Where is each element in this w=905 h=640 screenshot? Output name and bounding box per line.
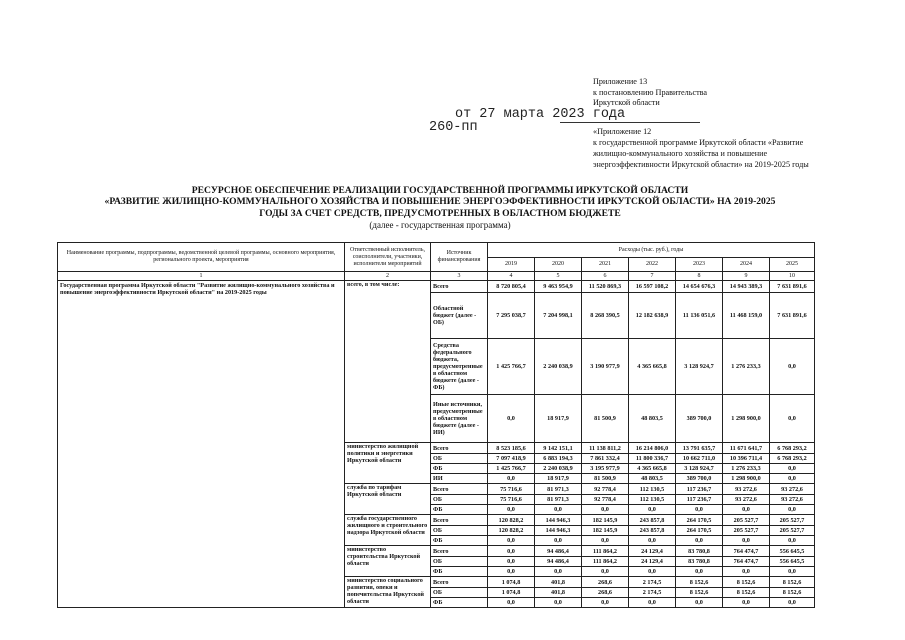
header-executor: Ответственный исполнитель, соисполнители, участники, исполнители мероприятий: [345, 243, 431, 272]
value-cell: 2 240 038,9: [535, 339, 582, 395]
annex2-line: к государственной программе Иркутской области «Развитие: [593, 138, 804, 147]
source-cell: ОБ: [431, 588, 488, 598]
table-row: [58, 281, 815, 293]
value-cell: 0,0: [488, 505, 535, 515]
value-cell: 16 597 108,2: [629, 281, 676, 293]
value-cell: 18 917,9: [535, 395, 582, 443]
value-cell: 0,0: [629, 598, 676, 608]
value-cell: 764 474,7: [723, 557, 770, 567]
value-cell: 1 074,8: [488, 588, 535, 598]
value-cell: 24 129,4: [629, 546, 676, 557]
value-cell: 120 828,2: [488, 526, 535, 536]
value-cell: 264 170,5: [676, 515, 723, 526]
stamp-number: 260-пп: [429, 120, 478, 135]
source-cell: ФБ: [431, 505, 488, 515]
header-name: Наименование программы, подпрограммы, ведомственной целевой программы, основного мероприятия, регионального проекта, мероприятия: [58, 243, 345, 272]
value-cell: 7 295 038,7: [488, 293, 535, 339]
value-cell: 6 768 293,2: [770, 454, 815, 464]
value-cell: 0,0: [770, 567, 815, 577]
value-cell: 556 645,5: [770, 557, 815, 567]
value-cell: 93 272,6: [723, 495, 770, 505]
annex-header: [593, 77, 707, 109]
value-cell: 0,0: [770, 464, 815, 474]
value-cell: 75 716,6: [488, 495, 535, 505]
value-cell: 7 204 998,1: [535, 293, 582, 339]
value-cell: 1 298 900,0: [723, 474, 770, 484]
value-cell: 12 182 638,9: [629, 293, 676, 339]
value-cell: 112 130,5: [629, 495, 676, 505]
value-cell: 0,0: [770, 536, 815, 546]
value-cell: 205 527,7: [723, 526, 770, 536]
value-cell: 4 365 665,8: [629, 464, 676, 474]
value-cell: 0,0: [535, 505, 582, 515]
source-cell: ОБ: [431, 526, 488, 536]
value-cell: 0,0: [676, 536, 723, 546]
executor-cell: министерство жилищной политики и энергетики Иркутской области: [345, 443, 431, 484]
value-cell: 0,0: [488, 567, 535, 577]
value-cell: 117 236,7: [676, 495, 723, 505]
source-cell: Всего: [431, 443, 488, 454]
executor-cell: министерство строительства Иркутской области: [345, 546, 431, 577]
value-cell: 14 654 676,3: [676, 281, 723, 293]
value-cell: 7 861 332,4: [582, 454, 629, 464]
value-cell: 94 486,4: [535, 557, 582, 567]
value-cell: 120 828,2: [488, 515, 535, 526]
value-cell: 1 425 766,7: [488, 339, 535, 395]
source-cell: Всего: [431, 484, 488, 495]
value-cell: 0,0: [676, 598, 723, 608]
value-cell: 0,0: [629, 505, 676, 515]
value-cell: 8 152,6: [723, 577, 770, 588]
value-cell: 10 396 711,4: [723, 454, 770, 464]
value-cell: 16 214 806,0: [629, 443, 676, 454]
value-cell: 205 527,7: [723, 515, 770, 526]
value-cell: 93 272,6: [770, 484, 815, 495]
source-cell: ОБ: [431, 557, 488, 567]
column-index-row: [58, 272, 815, 281]
source-cell: ФБ: [431, 536, 488, 546]
value-cell: 0,0: [629, 567, 676, 577]
value-cell: 117 236,7: [676, 484, 723, 495]
value-cell: 0,0: [723, 536, 770, 546]
stamp-underline: [560, 122, 700, 123]
value-cell: 1 276 233,3: [723, 339, 770, 395]
value-cell: 401,8: [535, 588, 582, 598]
value-cell: 24 129,4: [629, 557, 676, 567]
value-cell: 75 716,6: [488, 484, 535, 495]
value-cell: 7 631 891,6: [770, 281, 815, 293]
value-cell: 0,0: [582, 567, 629, 577]
value-cell: 92 778,4: [582, 484, 629, 495]
source-cell: Всего: [431, 515, 488, 526]
executor-cell: служба по тарифам Иркутской области: [345, 484, 431, 515]
value-cell: 0,0: [488, 536, 535, 546]
value-cell: 93 272,6: [770, 495, 815, 505]
value-cell: 0,0: [582, 598, 629, 608]
value-cell: 0,0: [488, 546, 535, 557]
value-cell: 1 074,8: [488, 577, 535, 588]
value-cell: 0,0: [770, 505, 815, 515]
value-cell: 8 152,6: [676, 588, 723, 598]
header-source: Источник финансирования: [431, 243, 488, 272]
value-cell: 8 720 805,4: [488, 281, 535, 293]
value-cell: 7 631 891,6: [770, 293, 815, 339]
annex2-line: жилищно-коммунального хозяйства и повышение: [593, 149, 768, 158]
value-cell: 11 136 051,6: [676, 293, 723, 339]
value-cell: 18 917,9: [535, 474, 582, 484]
value-cell: 1 298 900,0: [723, 395, 770, 443]
value-cell: 1 425 766,7: [488, 464, 535, 474]
value-cell: 3 128 924,7: [676, 464, 723, 474]
value-cell: 92 778,4: [582, 495, 629, 505]
value-cell: 1 276 233,3: [723, 464, 770, 474]
value-cell: 94 486,4: [535, 546, 582, 557]
value-cell: 0,0: [535, 536, 582, 546]
value-cell: 8 152,6: [770, 577, 815, 588]
value-cell: 389 700,0: [676, 395, 723, 443]
value-cell: 81 500,9: [582, 474, 629, 484]
value-cell: 764 474,7: [723, 546, 770, 557]
value-cell: 144 946,3: [535, 515, 582, 526]
source-cell: Иные источники, предусмотренные в областном бюджете (далее - ИИ): [431, 395, 488, 443]
annex-line: Иркутской области: [593, 98, 660, 107]
column-index: 8: [676, 272, 723, 281]
column-index: 6: [582, 272, 629, 281]
source-cell: ИИ: [431, 474, 488, 484]
stamp-date: от 27 марта 2023 года: [455, 107, 626, 122]
resource-table: [57, 242, 815, 608]
header-year: 2022: [629, 258, 676, 272]
title-line: «РАЗВИТИЕ ЖИЛИЩНО-КОММУНАЛЬНОГО ХОЗЯЙСТВА И ПОВЫШЕНИЕ ЭНЕРГОЭФФЕКТИВНОСТИ ИРКУТСКОЙ ОБЛАСТИ» НА 2019-2025: [104, 196, 776, 208]
value-cell: 0,0: [723, 598, 770, 608]
column-index: 9: [723, 272, 770, 281]
value-cell: 14 943 389,3: [723, 281, 770, 293]
value-cell: 264 170,5: [676, 526, 723, 536]
value-cell: 0,0: [723, 567, 770, 577]
column-index: 7: [629, 272, 676, 281]
value-cell: 389 700,0: [676, 474, 723, 484]
column-index: 1: [58, 272, 345, 281]
title-line: ГОДЫ ЗА СЧЕТ СРЕДСТВ, ПРЕДУСМОТРЕННЫХ В ОБЛАСТНОМ БЮДЖЕТЕ: [259, 207, 621, 219]
value-cell: 2 174,5: [629, 588, 676, 598]
value-cell: 0,0: [535, 598, 582, 608]
executor-cell: всего, в том числе:: [345, 281, 431, 443]
value-cell: 8 523 185,6: [488, 443, 535, 454]
column-index: 5: [535, 272, 582, 281]
value-cell: 556 645,5: [770, 546, 815, 557]
value-cell: 0,0: [770, 395, 815, 443]
source-cell: Областной бюджет (далее - ОБ): [431, 293, 488, 339]
value-cell: 9 142 151,1: [535, 443, 582, 454]
annex-line: Приложение 13: [593, 77, 648, 86]
annex-line: к постановлению Правительства: [593, 87, 708, 97]
value-cell: 0,0: [535, 567, 582, 577]
header-costs: Расходы (тыс. руб.), годы: [488, 243, 815, 258]
header-year: 2025: [770, 258, 815, 272]
header-year: 2019: [488, 258, 535, 272]
source-cell: ФБ: [431, 598, 488, 608]
header-year: 2023: [676, 258, 723, 272]
source-cell: ОБ: [431, 495, 488, 505]
source-cell: ФБ: [431, 464, 488, 474]
value-cell: 6 768 293,2: [770, 443, 815, 454]
value-cell: 268,6: [582, 588, 629, 598]
value-cell: 205 527,7: [770, 515, 815, 526]
value-cell: 81 971,3: [535, 495, 582, 505]
value-cell: 13 791 635,7: [676, 443, 723, 454]
value-cell: 111 864,2: [582, 557, 629, 567]
value-cell: 111 864,2: [582, 546, 629, 557]
value-cell: 0,0: [676, 567, 723, 577]
value-cell: 182 145,9: [582, 515, 629, 526]
value-cell: 8 152,6: [770, 588, 815, 598]
value-cell: 144 946,3: [535, 526, 582, 536]
source-cell: Всего: [431, 281, 488, 293]
value-cell: 11 468 159,0: [723, 293, 770, 339]
value-cell: 205 527,7: [770, 526, 815, 536]
column-index: 2: [345, 272, 431, 281]
value-cell: 93 272,6: [723, 484, 770, 495]
annex-program-reference: [593, 126, 898, 170]
value-cell: 8 268 390,5: [582, 293, 629, 339]
value-cell: 0,0: [629, 536, 676, 546]
value-cell: 0,0: [770, 474, 815, 484]
source-cell: Всего: [431, 577, 488, 588]
value-cell: 11 671 641,7: [723, 443, 770, 454]
header-year: 2020: [535, 258, 582, 272]
value-cell: 83 780,8: [676, 546, 723, 557]
source-cell: Всего: [431, 546, 488, 557]
value-cell: 112 130,5: [629, 484, 676, 495]
program-name-cell: Государственная программа Иркутской области "Развитие жилищно-коммунального хозяйства и повышение энергоэффективности Иркутской области" на 2019-2025 годы: [58, 281, 345, 608]
value-cell: 48 803,5: [629, 395, 676, 443]
value-cell: 268,6: [582, 577, 629, 588]
value-cell: 0,0: [488, 474, 535, 484]
title-line: РЕСУРСНОЕ ОБЕСПЕЧЕНИЕ РЕАЛИЗАЦИИ ГОСУДАРСТВЕННОЙ ПРОГРАММЫ ИРКУТСКОЙ ОБЛАСТИ: [191, 185, 689, 196]
column-index: 10: [770, 272, 815, 281]
value-cell: 0,0: [723, 505, 770, 515]
value-cell: 11 138 811,2: [582, 443, 629, 454]
value-cell: 3 190 977,9: [582, 339, 629, 395]
value-cell: 0,0: [770, 598, 815, 608]
value-cell: 81 500,9: [582, 395, 629, 443]
value-cell: 8 152,6: [676, 577, 723, 588]
executor-cell: министерство социального развития, опеки и попечительства Иркутской области: [345, 577, 431, 608]
value-cell: 10 662 711,0: [676, 454, 723, 464]
value-cell: 0,0: [582, 505, 629, 515]
value-cell: 0,0: [488, 395, 535, 443]
value-cell: 0,0: [488, 557, 535, 567]
value-cell: 401,8: [535, 577, 582, 588]
value-cell: 0,0: [770, 339, 815, 395]
value-cell: 0,0: [488, 598, 535, 608]
value-cell: 81 971,3: [535, 484, 582, 495]
value-cell: 7 097 418,9: [488, 454, 535, 464]
header-year: 2021: [582, 258, 629, 272]
value-cell: 9 463 954,9: [535, 281, 582, 293]
value-cell: 2 240 038,9: [535, 464, 582, 474]
value-cell: 8 152,6: [723, 588, 770, 598]
value-cell: 0,0: [676, 505, 723, 515]
value-cell: 83 780,8: [676, 557, 723, 567]
value-cell: 6 883 194,3: [535, 454, 582, 464]
value-cell: 243 857,8: [629, 526, 676, 536]
value-cell: 11 800 336,7: [629, 454, 676, 464]
header-year: 2024: [723, 258, 770, 272]
source-cell: Средства федерального бюджета, предусмотренные в областном бюджете (далее - ФБ): [431, 339, 488, 395]
executor-cell: служба государственного жилищного и строительного надзора Иркутской области: [345, 515, 431, 546]
value-cell: 182 145,9: [582, 526, 629, 536]
value-cell: 2 174,5: [629, 577, 676, 588]
column-index: 3: [431, 272, 488, 281]
column-index: 4: [488, 272, 535, 281]
annex2-line: энергоэффективности Иркутской области» на 2019-2025 годы: [593, 160, 809, 169]
source-cell: ФБ: [431, 567, 488, 577]
value-cell: 3 128 924,7: [676, 339, 723, 395]
value-cell: 0,0: [582, 536, 629, 546]
annex2-line: «Приложение 12: [593, 127, 652, 136]
source-cell: ОБ: [431, 454, 488, 464]
document-title: [60, 185, 820, 219]
value-cell: 3 195 977,9: [582, 464, 629, 474]
value-cell: 4 365 665,8: [629, 339, 676, 395]
document-subtitle: (далее - государственная программа): [369, 220, 511, 230]
value-cell: 243 857,8: [629, 515, 676, 526]
value-cell: 48 803,5: [629, 474, 676, 484]
value-cell: 11 520 869,3: [582, 281, 629, 293]
